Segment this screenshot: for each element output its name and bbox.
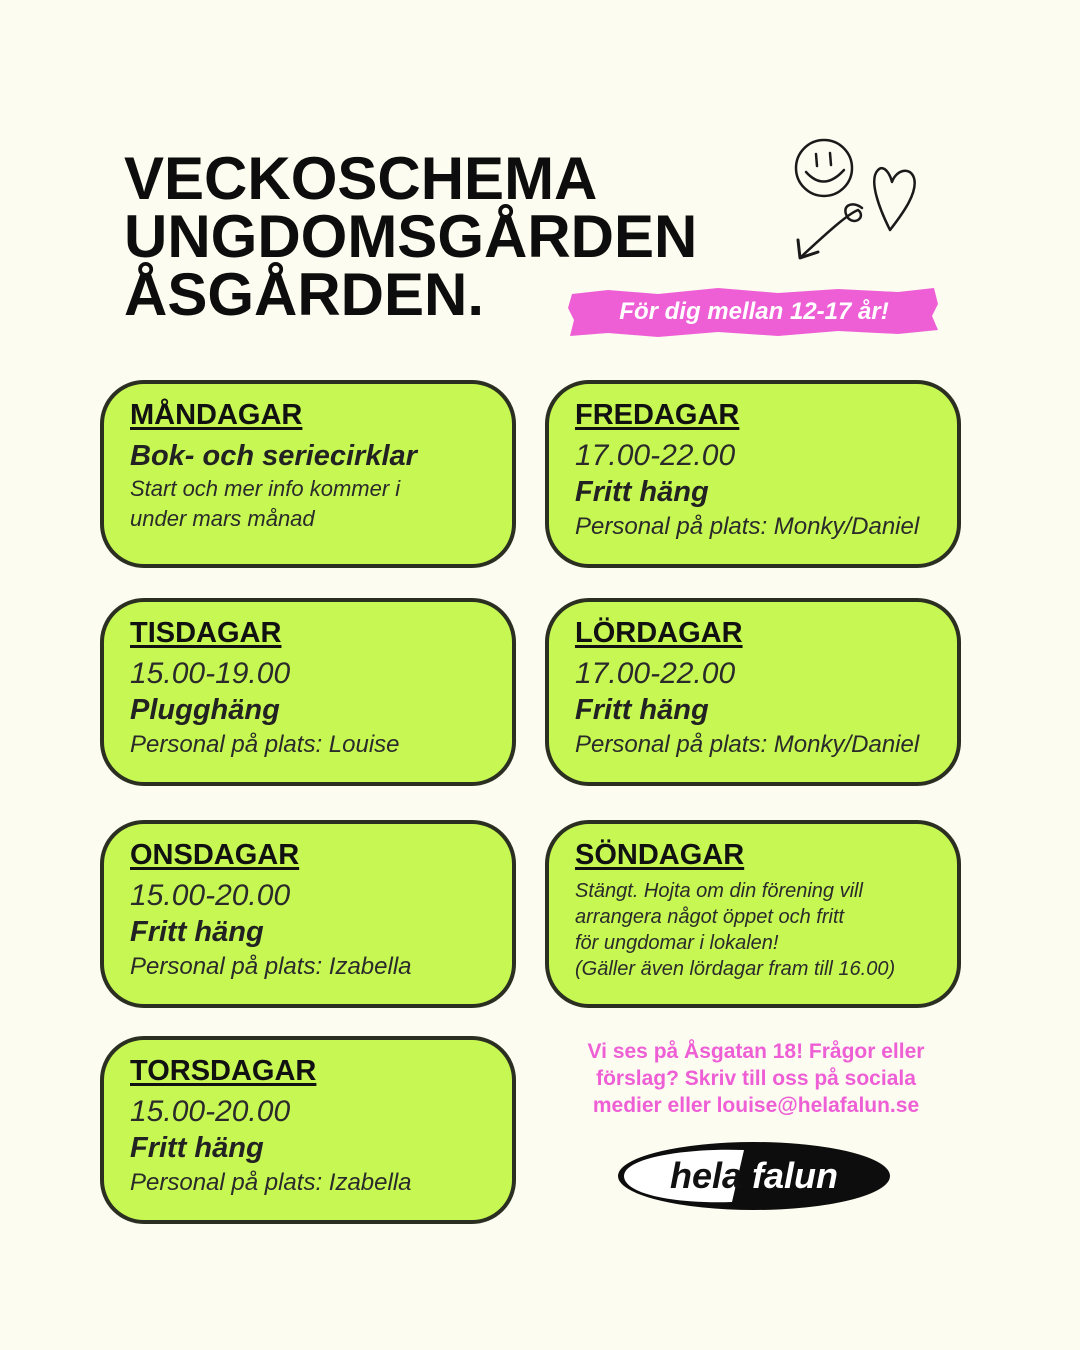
day-heading: MÅNDAGAR [130,399,303,431]
day-heading: TORSDAGAR [130,1055,317,1087]
card-mandagar [100,380,516,568]
note-line: Stängt. Hojta om din förening vill [575,880,863,902]
smiley-heart-arrow-icon [780,130,930,265]
contact-line: Vi ses på Åsgatan 18! Frågor eller [587,1040,925,1063]
card-sondagar [545,820,961,1008]
note-line: Start och mer info kommer i [130,476,401,501]
note-line: för ungdomar i lokalen! [575,932,779,954]
time-range: 17.00-22.00 [575,439,736,472]
title-line-3: ÅSGÅRDEN. [124,261,485,328]
activity: Fritt häng [130,916,264,948]
card-torsdagar [100,1036,516,1224]
logo-part-hela: hela [669,1155,743,1196]
staff-line: Personal på plats: Monky/Daniel [575,513,920,540]
title-line-2: UNGDOMSGÅRDEN [124,203,698,270]
staff-line: Personal på plats: Louise [130,731,400,758]
title-line-1: VECKOSCHEMA [124,145,598,212]
day-heading: LÖRDAGAR [575,617,743,649]
activity: Bok- och seriecirklar [130,440,417,472]
age-banner [568,284,940,340]
day-heading: FREDAGAR [575,399,740,431]
card-onsdagar [100,820,516,1008]
card-tisdagar [100,598,516,786]
activity: Fritt häng [575,694,709,726]
time-range: 15.00-20.00 [130,879,291,912]
activity: Plugghäng [130,694,280,726]
day-heading: ONSDAGAR [130,839,300,871]
contact-line: medier eller louise@helafalun.se [592,1094,920,1117]
contact-info [556,1038,956,1119]
note-line: (Gäller även lördagar fram till 16.00) [575,958,896,980]
staff-line: Personal på plats: Izabella [130,953,412,980]
card-fredagar [545,380,961,568]
staff-line: Personal på plats: Izabella [130,1169,412,1196]
time-range: 17.00-22.00 [575,657,736,690]
day-heading: SÖNDAGAR [575,839,745,871]
card-lordagar [545,598,961,786]
activity: Fritt häng [130,1132,264,1164]
staff-line: Personal på plats: Monky/Daniel [575,731,920,758]
time-range: 15.00-20.00 [130,1095,291,1128]
age-banner-text: För dig mellan 12-17 år! [619,298,889,325]
note-line: arrangera något öppet och fritt [575,906,845,928]
note-line: under mars månad [130,506,315,531]
contact-line: förslag? Skriv till oss på sociala [596,1067,916,1090]
day-heading: TISDAGAR [130,617,282,649]
time-range: 15.00-19.00 [130,657,291,690]
logo-part-falun: falun [752,1155,839,1196]
activity: Fritt häng [575,476,709,508]
logo-text [614,1138,894,1214]
